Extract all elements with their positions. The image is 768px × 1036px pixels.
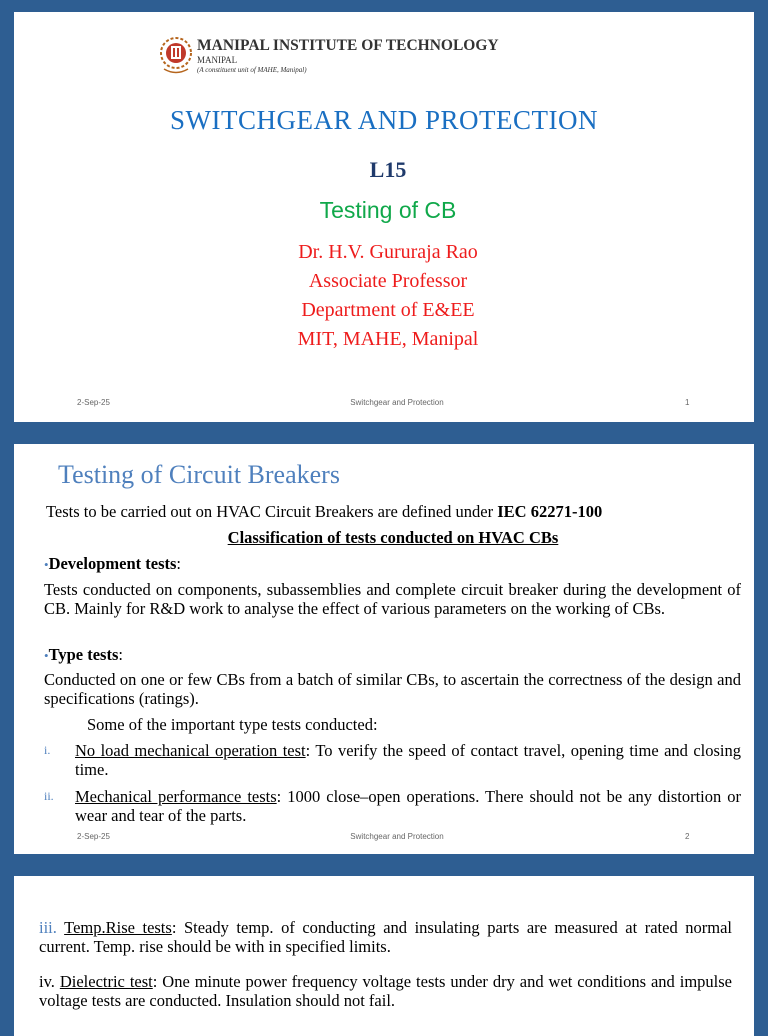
footer-page-number: 2 xyxy=(685,832,690,841)
mit-emblem-icon xyxy=(159,36,193,76)
institute-place: MANIPAL xyxy=(197,55,238,65)
slide-2 xyxy=(14,444,754,854)
author-name: Dr. H.V. Gururaja Rao xyxy=(298,241,478,263)
classification-heading: Classification of tests conducted on HVAC CBs xyxy=(227,528,559,547)
item-number: iv. xyxy=(39,972,55,991)
intro-text: Tests to be carried out on HVAC Circuit Breakers are defined under xyxy=(46,502,498,521)
item-label: Temp.Rise tests xyxy=(64,918,172,937)
item-number: ii. xyxy=(44,789,54,803)
lecture-topic: Testing of CB xyxy=(319,197,457,223)
item-number: i. xyxy=(44,743,51,757)
course-title: SWITCHGEAR AND PROTECTION xyxy=(170,105,598,135)
institute-name: MANIPAL INSTITUTE OF TECHNOLOGY xyxy=(197,37,499,54)
slide-3 xyxy=(14,876,754,1036)
type-tests-heading: •Type tests: xyxy=(44,645,123,664)
item-label: No load mechanical operation test xyxy=(75,741,306,760)
standard-reference: IEC 62271-100 xyxy=(497,502,603,521)
footer-page-number: 1 xyxy=(685,398,690,407)
item-text: : Steady temp. of conducting and insulating parts are measured at rated normal current. Temp. rise should be with in specified limits. xyxy=(39,918,732,956)
institute-logo xyxy=(159,36,519,80)
intro-paragraph xyxy=(46,502,602,521)
lecture-number: L15 xyxy=(369,157,407,182)
item-text: : One minute power frequency voltage tests under dry and wet conditions and impulse voltage tests are conducted. Insulation should not fail. xyxy=(39,972,732,1010)
footer-course: Switchgear and Protection xyxy=(350,398,444,407)
bullet-icon: • xyxy=(44,648,49,663)
item-text: : 1000 close–open operations. There should not be any distortion or wear and tear of the parts. xyxy=(75,787,741,825)
list-item xyxy=(44,787,741,825)
footer-course: Switchgear and Protection xyxy=(350,832,444,841)
important-tests-intro: Some of the important type tests conducted: xyxy=(87,715,378,734)
development-tests-heading: •Development tests: xyxy=(44,554,181,573)
type-tests-text: Conducted on one or few CBs from a batch of similar CBs, to ascertain the correctness of the design and specifications (ratings). xyxy=(44,670,741,708)
list-item xyxy=(39,918,732,956)
institute-note: (A constituent unit of MAHE, Manipal) xyxy=(197,66,307,74)
author-institution: MIT, MAHE, Manipal xyxy=(297,328,479,350)
footer-date: 2-Sep-25 xyxy=(77,832,110,841)
author-designation: Associate Professor xyxy=(308,270,468,292)
footer-date: 2-Sep-25 xyxy=(77,398,110,407)
list-item xyxy=(39,972,732,1010)
item-label: Mechanical performance tests xyxy=(75,787,277,806)
bullet-icon: • xyxy=(44,557,49,572)
list-item xyxy=(44,741,741,779)
development-tests-text: Tests conducted on components, subassemblies and complete circuit breaker during the development of CB. Mainly for R&D work to analyse the effect of various parameters on the working of CBs. xyxy=(44,580,741,618)
slide-1 xyxy=(14,12,754,422)
item-label: Dielectric test xyxy=(59,972,153,991)
slide-heading: Testing of Circuit Breakers xyxy=(58,460,340,489)
item-number: iii. xyxy=(39,918,57,937)
item-text: : To verify the speed of contact travel, opening time and closing time. xyxy=(75,741,741,779)
author-department: Department of E&EE xyxy=(301,299,475,321)
